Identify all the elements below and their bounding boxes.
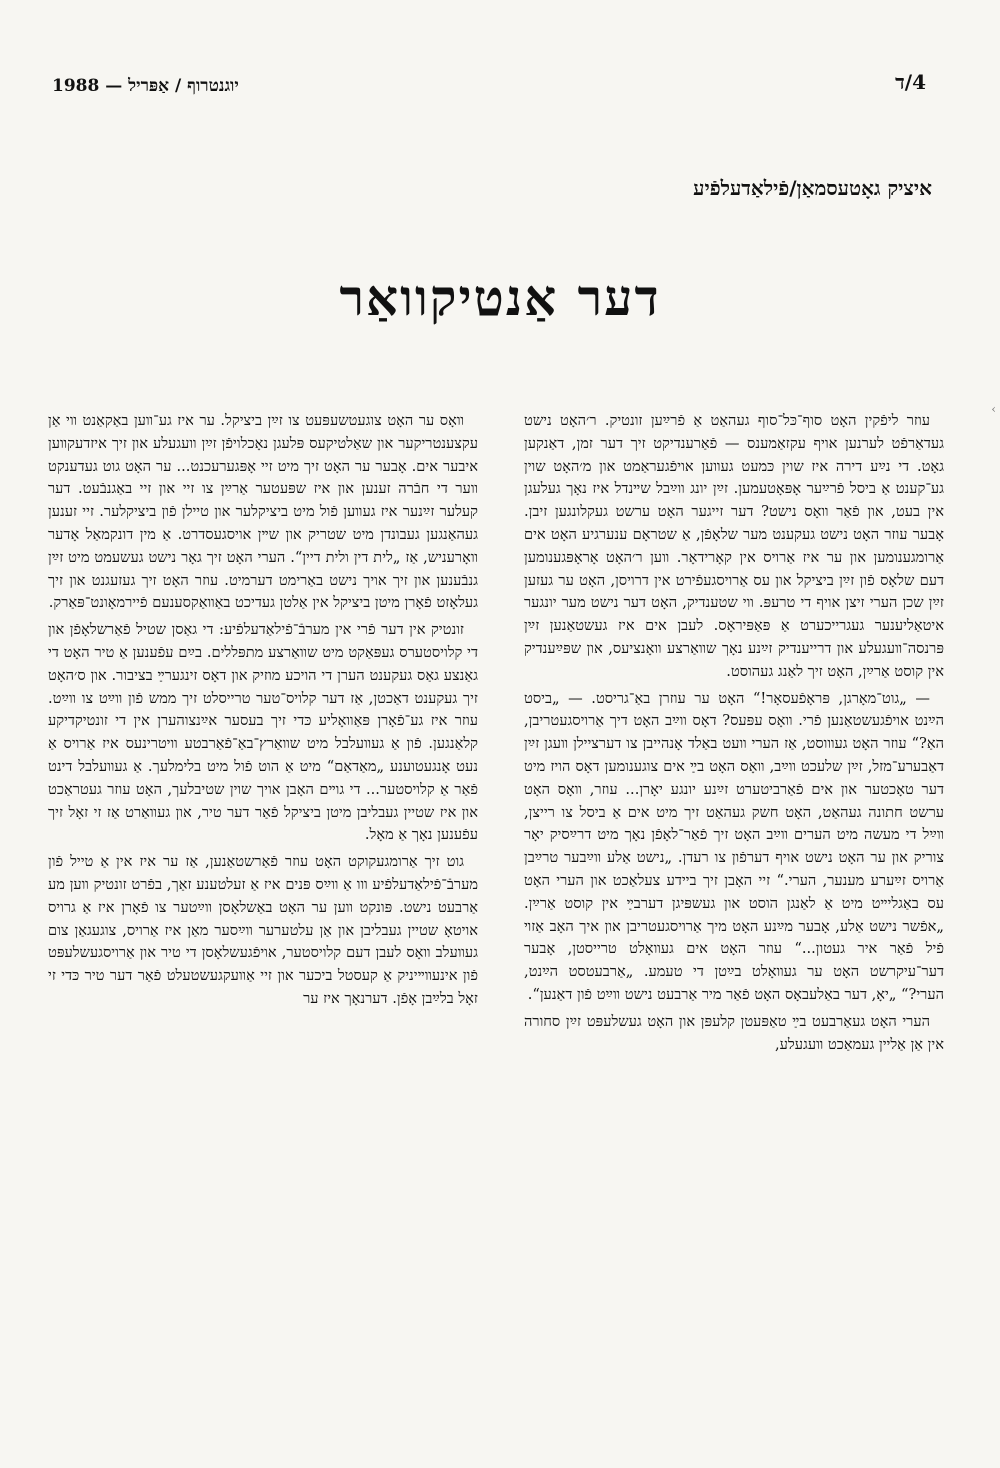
journal-issue-line: יוגנטרוף / אַפּריל — 1988: [52, 76, 239, 96]
paragraph: זונטיק אין דער פֿרי אין מערבֿ־פֿילאַדעלפֿיע: די גאַסן שטיל פֿאַרשלאָפֿן און די קלויסטערס געפּאַקט מיט שװאַרצע מתפּללים. בײַם עפֿענען אַ טיר האָט די גאַנצע גאַס געקענט הערן די הויכע מוזיק און דאָס זינגערײַ בציבור. און ס׳האָט זיך געקענט דאַכטן, אַז דער קלויס־טער טרייסלט זיך ממש פֿון װײַט צו װײַט. עוזר איז גע־פֿאָרן פּאַװאָליע כּדי זיך בעסער אײַנצוהערן אין די זונטיקדיקע קלאַנגען. פֿון אַ געװעלבל מיט שװאַרץ־באַ־פֿאַרבטע װיטרינעס איז אַרויס אַ נעט אָנגעטוענע „מאַדאַם“ מיט אַ הוט פֿול מיט בלימלעך. אַ געװעלבל דינט פֿאַר אַ קלויסטער... די גוײם האָבן אויך שוין שטיבלעך, האָט עוזר געטראַכט און איז שטיין געבליבן מיטן ביציקל פֿאַר דער טיר, און געװאַרט אַז זי זאָל זיך עפֿענען נאָך אַ מאָל.: [48, 621, 478, 844]
page-number: 4/ד: [895, 70, 926, 94]
margin-mark: ›: [991, 402, 996, 416]
author-line: איציק גאָטעסמאַן/פֿילאַדעלפֿיע: [693, 176, 932, 200]
article-title: דער אַנטיקוואַר: [339, 268, 661, 327]
paragraph: גוט זיך אַרומגעקוקט האָט עוזר פֿאַרשטאַנען, אַז ער איז אין אַ טייל פֿון מערבֿ־פֿילאַדעלפֿיע װו אַ װײַס פּנים איז אַ זעלטענע זאַך, בפֿרט זונטיק װען מע אַרבעט נישט. פּונקט װען ער האָט באַשלאָסן װײַטער צו פֿאָרן איז אַ גרויס אויטאָ שטיין געבליבן און אַן עלטערער װײַסער מאַן איז אַרויס, צוגעגאַן צום געװעלב װאָס לעבן דעם קלויסטער, אויפֿגעשלאָסן די טיר און אַרויסגעשלעפּט פֿון אינעװײיניק אַ קעסטל ביכער און זיי אַװעקגעשטעלט פֿאַר דער טיר כּדי זי זאָל בלײַבן אָפֿן. דערנאָך איז ער: [48, 853, 478, 1007]
left-text-column: [48, 410, 478, 1015]
paragraph: הערי האָט געאַרבעט בײַ טאַפּעטן קלעפּן און האָט געשלעפּט זײַן סחורה אין אַן אַליין געמאַכט װעגעלע,: [524, 1012, 944, 1053]
paragraph: װאָס ער האָט צוגעטשעפּעט צו זײַן ביציקל. ער איז גע־װען באַקאַנט װי אַן עקצענטריקער און שאַלטיקעס פּלעגן נאָכלויפֿן זײַן װעגעלע און זיך איזדעקװען איבער אים. אָבער ער האָט זיך מיט זיי אָפּגערעכנט... ער האָט גוט געדענקט װער די חבֿרה זענען און איז שפּעטער אַרײַן צו זיי און זיי באַגנבֿעט. דער קעלער זײַנער איז געװען פֿול מיט ביציקלער און טיילן פֿון ביציקלער. זיי זענען געהאַנגען געבונדן מיט שטריק און שײן אויסגעסדרט. אַ מין דונקמאַל אָדער װאָרעניש, אַז „לית דין ולית דיין“. הערי האָט זיך גאָר נישט געשעמט מיט זײַן גנבֿענען און זיך אויך נישט באַרימט דערמיט. עוזר האָט זיך געזעגנט און זיך געלאָזט פֿאָרן מיטן ביציקל אין אַלטן געדיכט באַװאַקסענעם פֿיירמאָונט־פּאַרק.: [48, 412, 478, 612]
right-text-column: [524, 410, 944, 1060]
paragraph: עוזר ליפֿקין האָט סוף־כּל־סוף געהאַט אַ פֿרײַען זונטיק. ר׳האָט נישט געדאַרפֿט לערנען אויף עקזאַמענס — פֿאַרענדיקט זיך דער זמן, דאַנקען גאָט. די נײַע דירה איז שוין כּמעט געװען אויפֿגעראַמט און מ׳האָט שוין גע־קענט אַ ביסל פֿרײַער אָפּאָטעמען. זײַן יונג װײַבל שײנדל איז נאָך געלעגן אין בעט, און פֿאַר װאָס נישט? דער זייגער האָט ערשט געקלונגען זיבן. אָבער עוזר האָט נישט געקענט מער שלאָפֿן, אַ שטראָם ענערגיע האָט אים אַרומגענומען און ער איז אַרויס אין קאָרידאָר. װען ר׳האָט אָראָפּגענומען דעם שלאָס פֿון זײַן ביציקל און עס אַרויסגעפֿירט אין דרויסן, האָט ער געזען זײַן שכן הערי זיצן אויף די טרעפּ. װי שטענדיק, האָט דער נישט מער יונגער איטאַליענער געגרייכערט אַ פּאַפּיראָס. לעבן אים איז געשטאַנען זײַן פּרנסה־װעגעלע און דרייענדיק זײַנע נאָך שװאַרצע װאָנציעס, און שפּײַענדיק אין קוסט אַרײַן, האָט זיך לאַנג געהוסט.: [524, 412, 944, 680]
paragraph: — „גוט־מאָרגן, פּראָפֿעסאָר!“ האָט ער עוזרן באַ־גריסט. — „ביסט הײַנט אויפֿגעשטאַנען פֿרי. װאָס עפּעס? דאָס װײַב האָט דיך אַרויסגעטריבן, האַ?“ עוזר האָט געװוסט, אַז הערי װעט באַלד אָנהייבן צו דערציילן װעגן זײַן דאַבערע־מזל, זײַן שלעכט װײַב, װאָס האָט בײַ אים צוגענומען דאָס הויז מיט דער טאָכטער און אים פֿאַרביטערט זײַנע יונגע יאָרן... עוזר, װאָס האָט ערשט חתונה געהאַט, האָט חשק געהאַט זיך מיט אים אַ ביסל צו רייצן, װײַל די מעשה מיט הערים װײַב האָט זיך פֿאַר־לאָפֿן נאָך מיט דרײַסיק יאָר צוריק און ער האָט נישט אויף דערפֿון צו רעדן. „נישט אַלע װײַבער טרײַבן אַרויס זײַערע מענער, הערי.“ זיי האָבן זיך ביידע צעלאַכט און הערי האָט עס באַגליײט מיט אַ לאַנגן הוסט און געשפּיגן דערבײַ אין קוסט אַרײַן. „אפֿשר נישט אַלע, אָבער מײַנע האָט מיך אַרויסגעטריבן און איך האָב אַזױ פֿיל פֿאַר איר געטון...“ עוזר האָט אים געװאָלט טרייסטן, אָבער דער־עיקרשט האָט ער געװאָלט בײַטן די טעמע. „אַרבעטסט הײַנט, הערי?“ „יאָ, דער באַלעבאָס האָט פֿאַר מיר אַרבעט נישט װײַט פֿון דאַנען“.: [524, 689, 944, 1003]
